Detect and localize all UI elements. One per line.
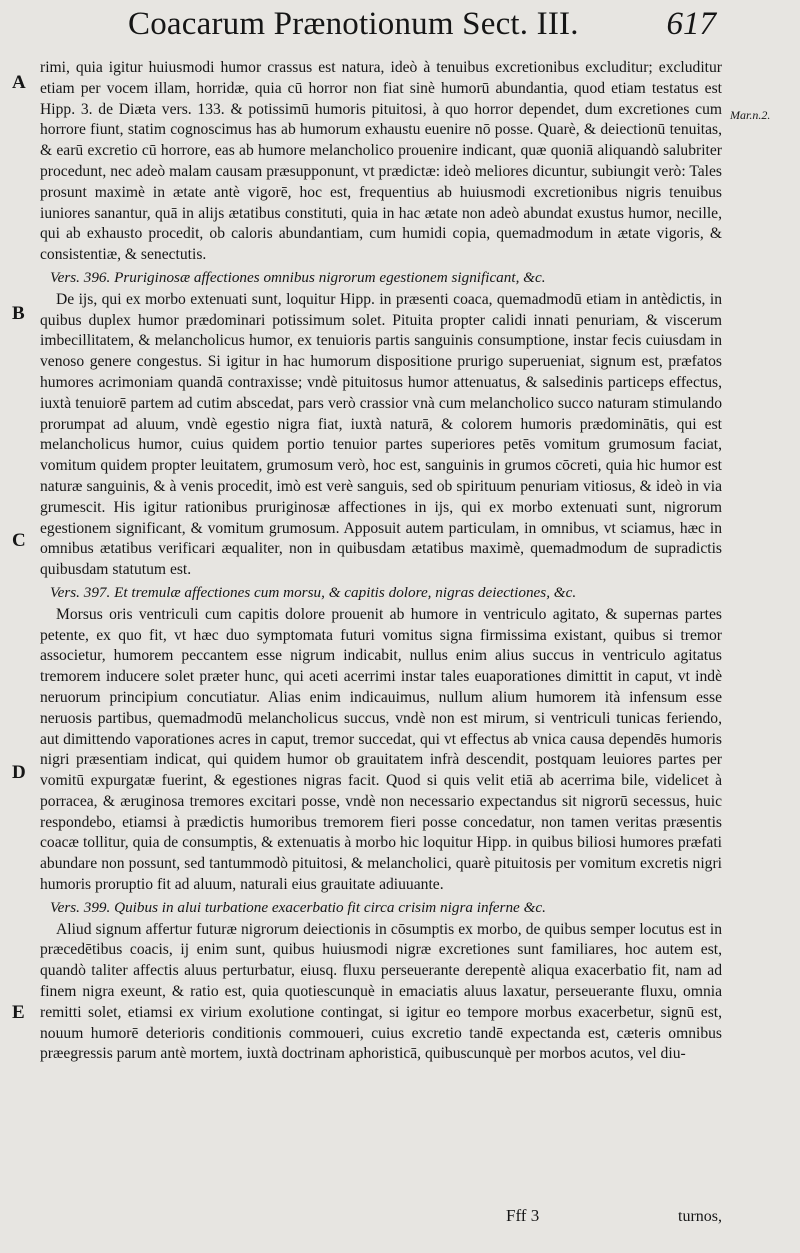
margin-note: Mar.n.2. (730, 108, 771, 122)
paragraph-1: rimi, quia igitur huiusmodi humor crassus est natura, ideò à tenuibus excretionibus excluditur; excluditur etiam per vocem illam, horridæ, quia cū horror non fiat sinè humorū abundantia, quod etiam testatus est Hipp. 3. de Diæta vers. 133. & potissimū humoris pituitosi, à quo horror dependet, dum excretiones cum horrore fiunt, statim cognoscimus has ab humorum exhaustu euenire nō posse. Quarè, & deiectionū tenuitas, & earū excretio cū horrore, eas ab humore melancholico prouenire indicant, quæ quoniā aliquandò salubriter procedunt, nec adeò malam causam præsupponunt, vt prædictæ: ideò meliores dicuntur, subiungit verò: Tales prosunt maximè in ætate antè vigorē, hoc est, frequentius ab huiusmodi excretionibus nigris tenuibus iuniores sanantur, quā in alijs ætatibus constituti, quia in hac ætate non adeò abundat exustus humor, necille, qui ab exhausto procedit, ob caloris abundantiam, cum humidi copia, quemadmodum in ætate vigoris, & consistentiæ, & senectutis. (40, 59, 722, 264)
running-head: Coacarum Prænotionum Sect. III. (128, 6, 579, 42)
paragraph-4: Aliud signum affertur futuræ nigrorum deiectionis in cōsumptis ex morbo, de quibus semper locutus est in præcedētibus coacis, ij enim sunt, quibus huiusmodi nigræ excretiones sunt familiares, hoc autem est, quandò taliter affectis aluus perturbatur, eiusq. fluxu perseuerante derepentè aliqua exacerbatio fit, nam ad finem nigra exeunt, & ratio est, quia quotiescunquè in emaciatis aluus laxatur, perseuerante fluxu, omnia remitti solet, etiamsi ex virium exolutione contingat, si igitur eo tempore morbus exacerbetur, signū est, nouum humorē deterioris conditionis commoueri, cuius excretio tandē expectanda est, cæteris omnibus præegressis parum antè mortem, iuxtà doctrinam aphoristicā, quibuscunquè per morbos acutos, vel diu- (40, 920, 722, 1063)
verse-397-heading: Vers. 397. Et tremulæ affectiones cum morsu, & capitis dolore, nigras deiectiones, &c. (50, 583, 577, 601)
signature-mark: Fff 3 (506, 1206, 540, 1225)
page-header (100, 6, 720, 50)
verse-399-heading: Vers. 399. Quibus in alui turbatione exacerbatio fit circa crisim nigra inferne &c. (50, 898, 546, 916)
verse-396-heading: Vers. 396. Pruriginosæ affectiones omnibus nigrorum egestionem significant, &c. (50, 268, 546, 286)
margin-letter-c: C (12, 530, 26, 551)
page-number: 617 (666, 6, 716, 42)
margin-letter-a: A (12, 72, 26, 93)
catchword: turnos, (678, 1208, 722, 1225)
main-text (40, 58, 722, 1065)
page-footer (40, 1206, 722, 1236)
paragraph-2: De ijs, qui ex morbo extenuati sunt, loquitur Hipp. in præsenti coaca, quemadmodū etiam in antèdictis, in quibus duplex humor prædominari potissimum solet. Pituita propter calidi innati penuriam, & viscerum imbecillitatem, & melancholicus humor, ex tenuioris partis sanguinis consumptione, instar fecis cuiusdam in venoso genere congestus. Si igitur in hac humorum dispositione prurigo superueniat, signum est, præfatos humores acrimoniam quandā contraxisse; vndè pituitosus humor attenuatus, & salsedinis particeps effectus, iuxtà tenuiorē partem ad cutim abscedat, pars verò crassior vnà cum melancholico succo naturam stimulando prorumpat ad aluum, vndè egestio nigra fiat, iuxtà naturā, & colorem humoris prædominātis, qui est melancholicus humor, cuius quidem portio tenuior partes superiores petēs vomitum grumosum faciat, vomitum quidem propter leuitatem, grumosum verò, hoc est, sanguinis in grumos cōcreti, quia hic humor est naturæ sanguinis, & à venis procedit, imò est verè sanguis, sed ob spirituum penuriam vitiosus, & ideò in via grumescit. His igitur rationibus pruriginosæ affectiones in ijs, qui ex morbo extenuati sunt, nigrorum egestionem significant, & vomitum grumosum. Apposuit autem particulam, in omnibus, vt sciamus, hæc in omnibus ætatibus verificari æqualiter, non in quibusdam ætatibus maximè, quemadmodum de supradictis quibusdam statutum est. (40, 290, 722, 579)
margin-letter-d: D (12, 762, 26, 783)
margin-letter-e: E (12, 1002, 25, 1023)
margin-letter-b: B (12, 303, 25, 324)
paragraph-3: Morsus oris ventriculi cum capitis dolore prouenit ab humore in ventriculo agitato, & supernas partes petente, ex quo fit, vt hæc duo symptomata futuri vomitus signa firmissima existant, quibus si tremor associetur, humorem peccantem esse nigrum indicabit, nullus enim alius succus in ventriculo agitatus tremorem inducere solet præter hunc, qui aceti acerrimi instar tales euaporationes dimittit in caput, vt indè neruorum principium concutiatur. Alias enim indicauimus, nullum alium humorem ità infensum esse neruosis partibus, quemadmodū melancholicus succus, vndè non est mirum, si ventriculi tunicas feriendo, aut dimittendo vaporationes acres in caput, tremor succedat, qui vt effectus ab vnica causa dependēs humoris nigri præsentiam indicat, qui quidem humor ob grauitatem infrà descendit, postquam leuiores partes per vomitū expurgatæ fuerint, & egestiones nigras facit. Quod si quis velit etiā ab acerrima bile, videlicet à porracea, & æruginosa tremores excitari posse, vndè non necessario expectandus sit nigrorū secessus, huic respondebo, etiamsi à prædictis humoribus tremorem fieri posse concedatur, non tamen veritas præsentis coacæ tollitur, quia de consumptis, & extenuatis à morbo hic loquitur Hipp. in quibus biliosi humores præfati abundare non possunt, sed tantummodò pituitosi, & melancholici, quarè pituitosis per vomitum excretis nigri humoris proruptio fit ad aluum, naturali eius grauitate adiuuante. (40, 605, 722, 894)
